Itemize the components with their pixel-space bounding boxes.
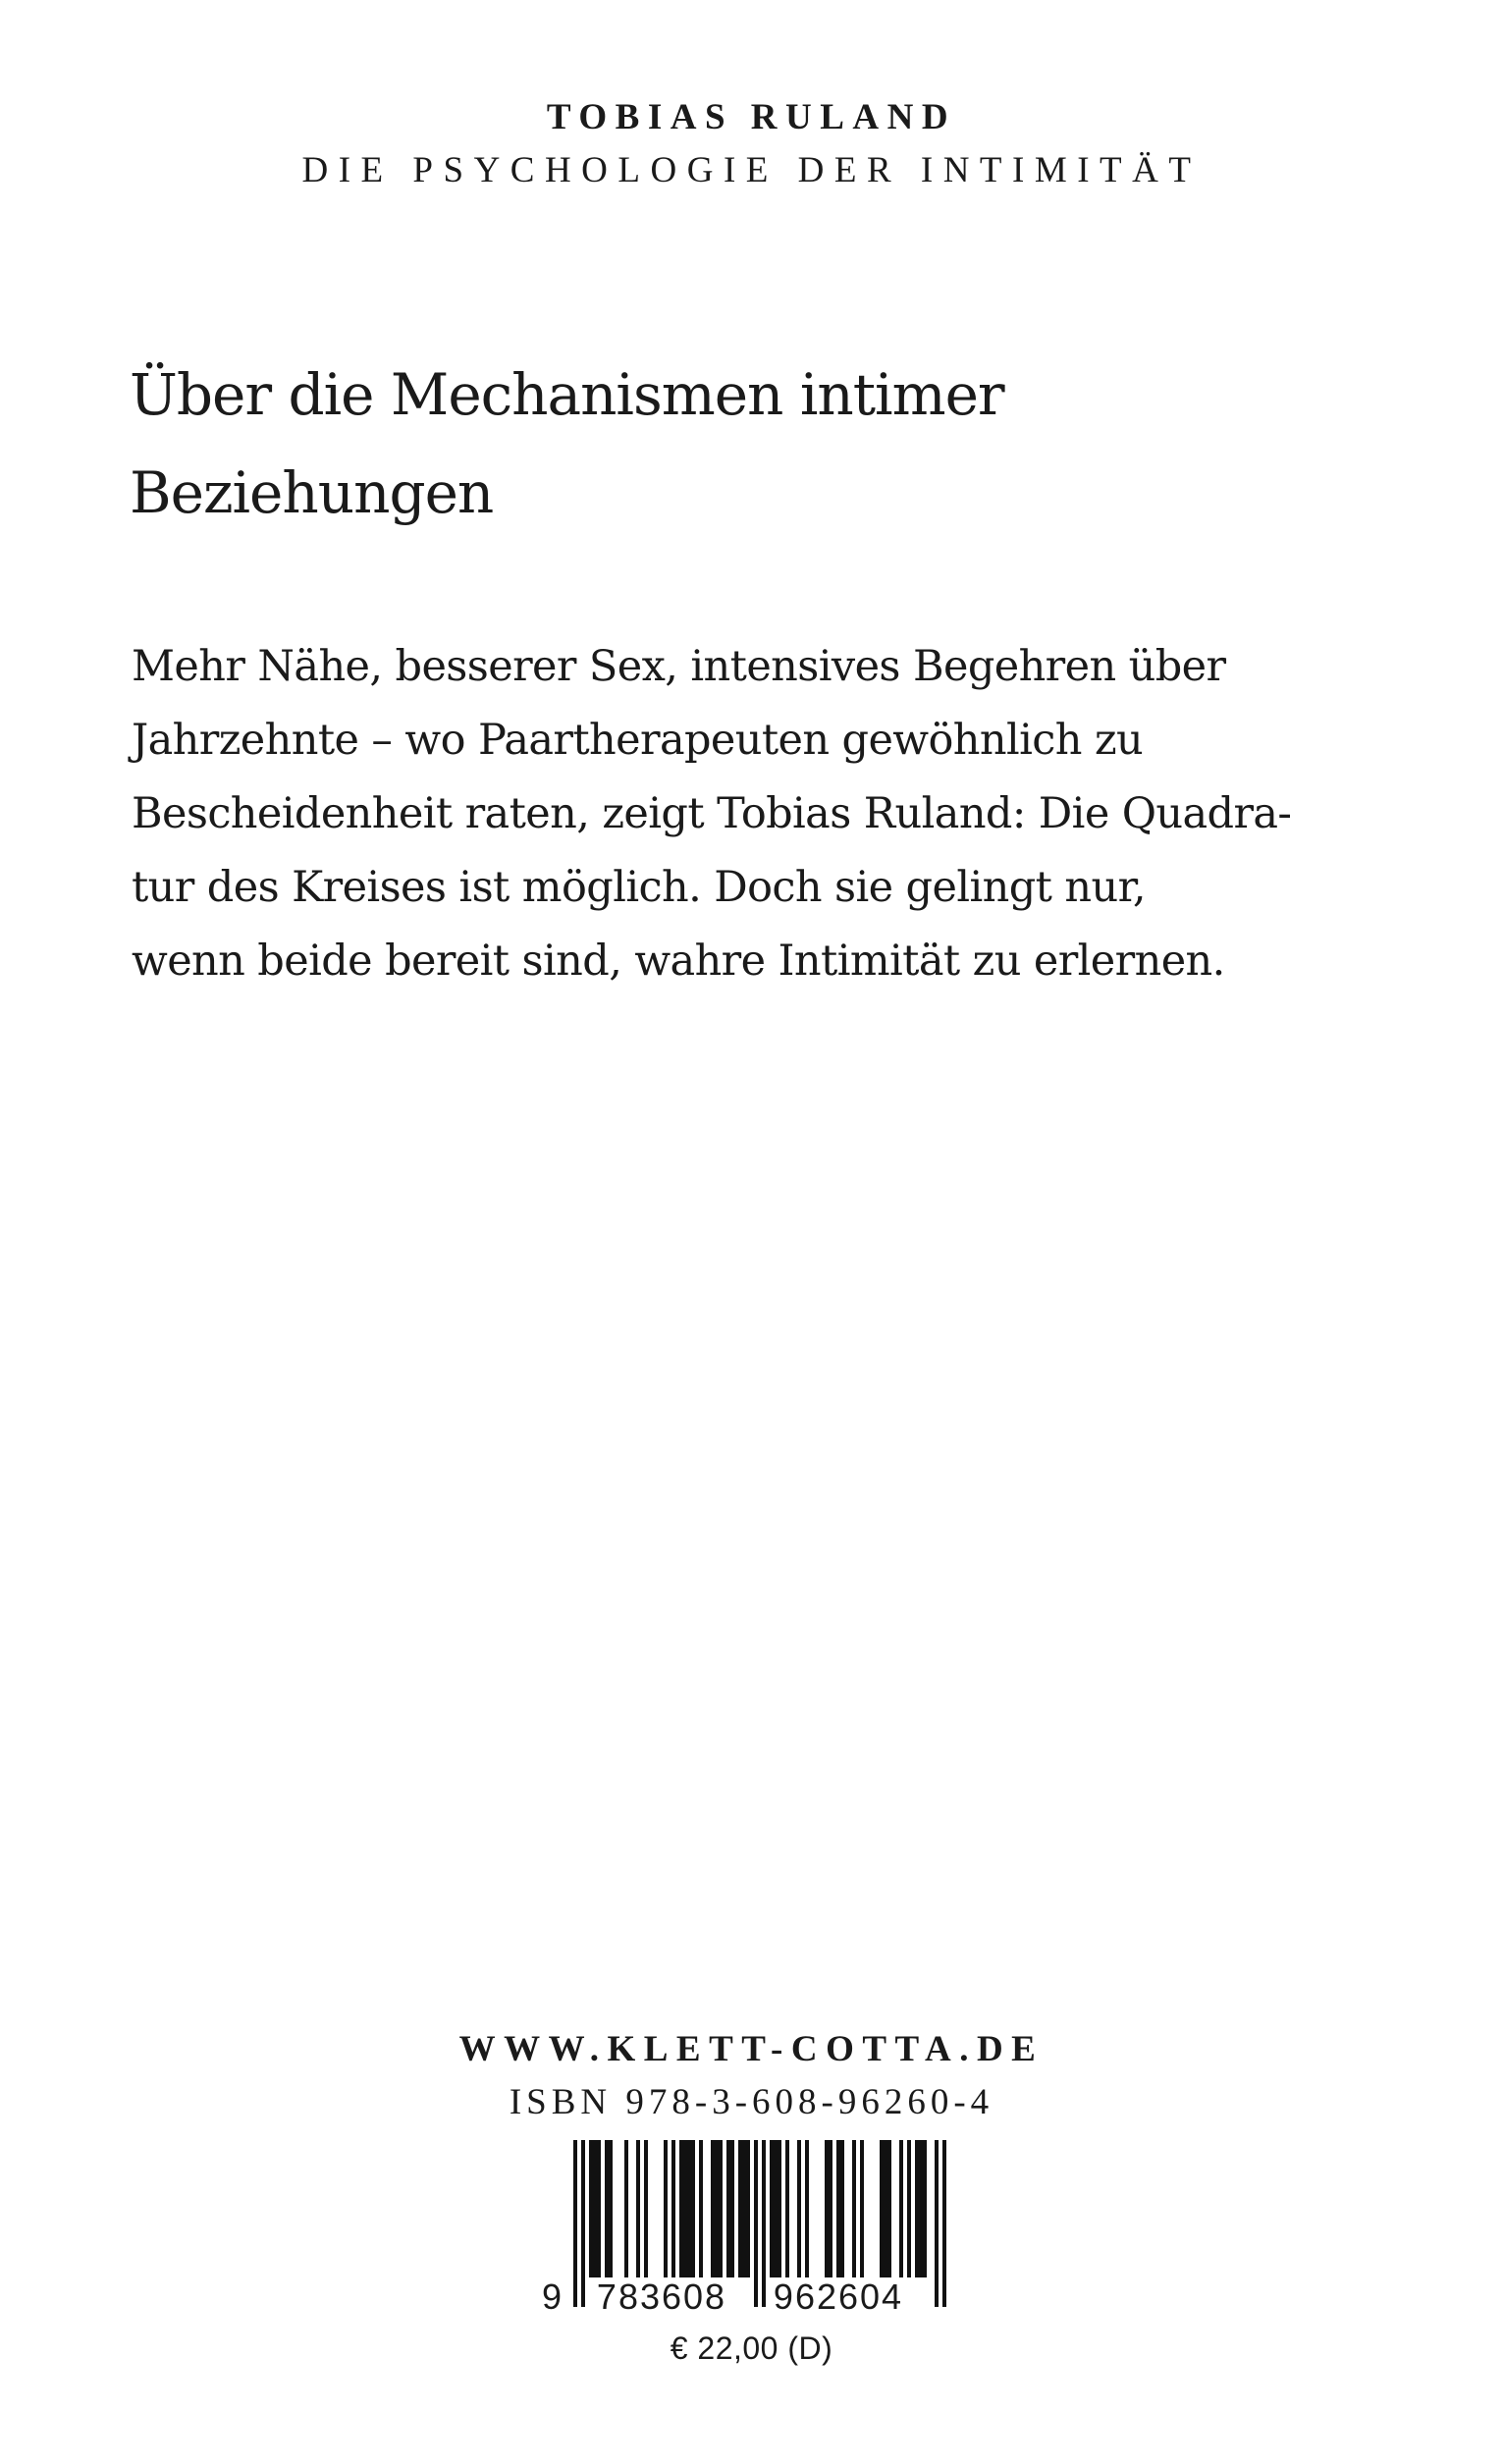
barcode-bar	[860, 2140, 864, 2277]
barcode	[530, 2140, 982, 2317]
barcode-bar	[785, 2140, 789, 2277]
isbn-number: ISBN 978-3-608-96260-4	[509, 2082, 994, 2122]
barcode-bar	[825, 2140, 829, 2277]
barcode-bar	[919, 2140, 923, 2277]
headline	[130, 346, 1357, 542]
barcode-bar	[730, 2140, 734, 2277]
barcode-left-digits: 783608	[596, 2277, 727, 2317]
book-title: DIE PSYCHOLOGIE DER INTIMITÄT	[301, 150, 1202, 190]
barcode-bar	[664, 2140, 668, 2277]
barcode-bar	[923, 2140, 927, 2277]
barcode-bar	[797, 2140, 801, 2277]
barcode-bar	[884, 2140, 887, 2277]
blurb-text	[132, 630, 1388, 998]
barcode-bar	[754, 2140, 758, 2307]
barcode-bar	[738, 2140, 742, 2277]
price-label: € 22,00 (D)	[670, 2330, 833, 2366]
blurb-line: tur des Kreises ist möglich. Doch sie gelingt nur,	[132, 863, 1146, 912]
barcode-bar	[597, 2140, 601, 2277]
barcode-bar	[624, 2140, 628, 2277]
barcode-bar	[836, 2140, 840, 2277]
barcode-bar	[774, 2140, 778, 2277]
barcode-bar	[589, 2140, 593, 2277]
barcode-bar	[840, 2140, 844, 2277]
barcode-bar	[726, 2140, 730, 2277]
barcode-bar	[671, 2140, 675, 2277]
barcode-bar	[593, 2140, 597, 2277]
barcode-bar	[805, 2140, 809, 2277]
barcode-bar	[762, 2140, 766, 2307]
barcode-bar	[644, 2140, 648, 2277]
headline-line: Beziehungen	[130, 459, 494, 526]
barcode-bar	[687, 2140, 691, 2277]
barcode-bar	[581, 2140, 585, 2307]
barcode-bar	[915, 2140, 919, 2277]
barcode-bar	[573, 2140, 577, 2307]
barcode-bar	[699, 2140, 703, 2277]
barcode-bar	[605, 2140, 609, 2277]
barcode-right-digits: 962604	[773, 2277, 904, 2317]
barcode-bar	[907, 2140, 911, 2277]
barcode-bar	[829, 2140, 832, 2277]
barcode-bar	[899, 2140, 903, 2277]
barcode-bar	[711, 2140, 715, 2277]
barcode-lead-digit: 9	[541, 2277, 563, 2317]
blurb-line: Jahrzehnte – wo Paartherapeuten gewöhnlich zu	[132, 716, 1144, 765]
barcode-bar	[935, 2140, 939, 2307]
barcode-bar	[942, 2140, 946, 2307]
barcode-bar	[691, 2140, 695, 2277]
barcode-bar	[683, 2140, 687, 2277]
barcode-bar	[746, 2140, 750, 2277]
barcode-bar	[770, 2140, 774, 2277]
barcode-bar	[636, 2140, 640, 2277]
barcode-bar	[679, 2140, 683, 2277]
barcode-bar	[778, 2140, 781, 2277]
blurb-line: Mehr Nähe, besserer Sex, intensives Begehren über	[132, 642, 1226, 691]
blurb-line: wenn beide bereit sind, wahre Intimität zu erlernen.	[132, 937, 1225, 986]
publisher-website: WWW.KLETT-COTTA.DE	[458, 2029, 1045, 2069]
barcode-bar	[609, 2140, 613, 2277]
blurb-line: Bescheidenheit raten, zeigt Tobias Ruland: Die Quadra-	[132, 789, 1292, 838]
barcode-bar	[880, 2140, 884, 2277]
barcode-bar	[742, 2140, 746, 2277]
barcode-bar	[852, 2140, 856, 2277]
headline-line: Über die Mechanismen intimer	[130, 361, 1004, 428]
barcode-bar	[887, 2140, 891, 2277]
author-name: TOBIAS RULAND	[546, 97, 957, 137]
barcode-bar	[719, 2140, 723, 2277]
barcode-bar	[715, 2140, 719, 2277]
